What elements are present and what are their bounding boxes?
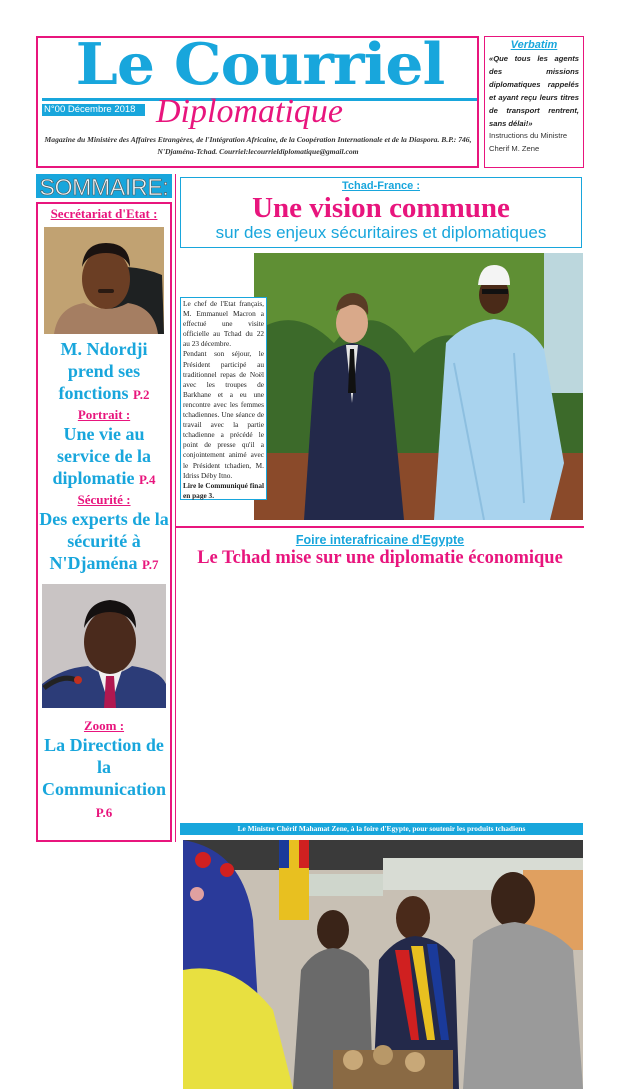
lead-body-p2: Pendant son séjour, le Président participé au traditionnel repas de Noël avec les troupes de Barkhane et a eu une rencontre avec les femmes tchadiennes. Une séance de travail avec la partie tchadienne a précédé le point de presse qu'il a conjointement animé avec le Président tchadien, M. Idriss Déby Itno. <box>183 349 264 480</box>
toc-headline-portrait[interactable]: Une vie au service de la diplomatie P.4 <box>52 424 156 488</box>
foire-kicker[interactable]: Foire interafricaine d'Egypte <box>295 533 465 547</box>
section-divider <box>176 526 584 528</box>
toc-kicker-securite[interactable]: Sécurité : <box>77 492 131 507</box>
lead-subtitle: sur des enjeux sécuritaires et diplomatiques <box>215 223 547 242</box>
logo-title: Le Courriel <box>75 31 445 99</box>
logo-subtitle: Diplomatique <box>156 93 343 130</box>
man-portrait-icon <box>42 584 166 708</box>
toc-kicker-zoom[interactable]: Zoom : <box>83 718 125 733</box>
lead-body <box>180 297 267 500</box>
toc-kicker-secretariat[interactable]: Secrétariat d'Etat : <box>50 206 158 221</box>
photo-caption: Le Ministre Chérif Mahamat Zene, à la foire d'Egypte, pour soutenir les produits tchadiens <box>180 823 583 835</box>
lead-photo <box>254 253 583 520</box>
issue-number: N°00 Décembre 2018 <box>42 104 145 116</box>
presidents-walking-photo-icon <box>254 253 583 520</box>
foire-title[interactable]: Le Tchad mise sur une diplomatie économique <box>197 548 563 568</box>
page-ref-4: P.4 <box>139 472 156 487</box>
verbatim-title: Verbatim <box>510 39 558 51</box>
toc-headline-securite[interactable]: Des experts de la sécurité à N'Djaména P.7 <box>39 509 169 573</box>
masthead <box>36 31 479 168</box>
lead-kicker[interactable]: Tchad-France : <box>341 180 421 192</box>
page-ref-6: P.6 <box>95 805 113 820</box>
read-more-link[interactable]: Lire le Communiqué final en page 3. <box>183 480 264 500</box>
portrait-ndordji-photo <box>44 227 164 334</box>
verbatim-box <box>484 36 584 168</box>
man-portrait-icon <box>44 227 164 334</box>
lead-title[interactable]: Une vision commune <box>252 192 510 224</box>
toc-headline-zoom[interactable]: La Direction de la Communication P.6 <box>41 735 166 820</box>
column-divider <box>175 174 176 842</box>
masthead-description: Magazine du Ministère des Affaires Etrangères, de l'Intégration Africaine, de la Coopération Internationale et de la Diaspora. B.P.: 746, N'Djaména-Tchad. Courriel:lecourrieldiplomatique@gmail.com <box>44 135 472 156</box>
page-ref-7: P.7 <box>142 557 159 572</box>
sommaire-title: SOMMAIRE: <box>36 174 172 198</box>
toc-kicker-portrait[interactable]: Portrait : <box>77 407 131 422</box>
lead-headline-box <box>180 177 582 248</box>
lead-body-p1: Le chef de l'Etat français, M. Emmanuel Macron a effectué une visite officielle au Tchad du 22 au 23 décembre. <box>183 299 264 349</box>
verbatim-quote: «Que tous les agents des missions diplomatiques rappelés et ayant reçu leurs titres de transport rentrent, sans délai!» <box>489 54 579 128</box>
page-ref-2: P.2 <box>133 387 150 402</box>
foire-photo <box>183 840 583 1089</box>
toc-headline-ndordji[interactable]: M. Ndordji prend ses fonctions P.2 <box>58 339 150 403</box>
verbatim-attribution: Instructions du Ministre Cherif M. Zene <box>489 131 568 153</box>
fair-stand-photo-icon <box>183 840 583 1089</box>
sommaire-panel <box>36 202 172 842</box>
portrait-communication-photo <box>42 584 166 708</box>
